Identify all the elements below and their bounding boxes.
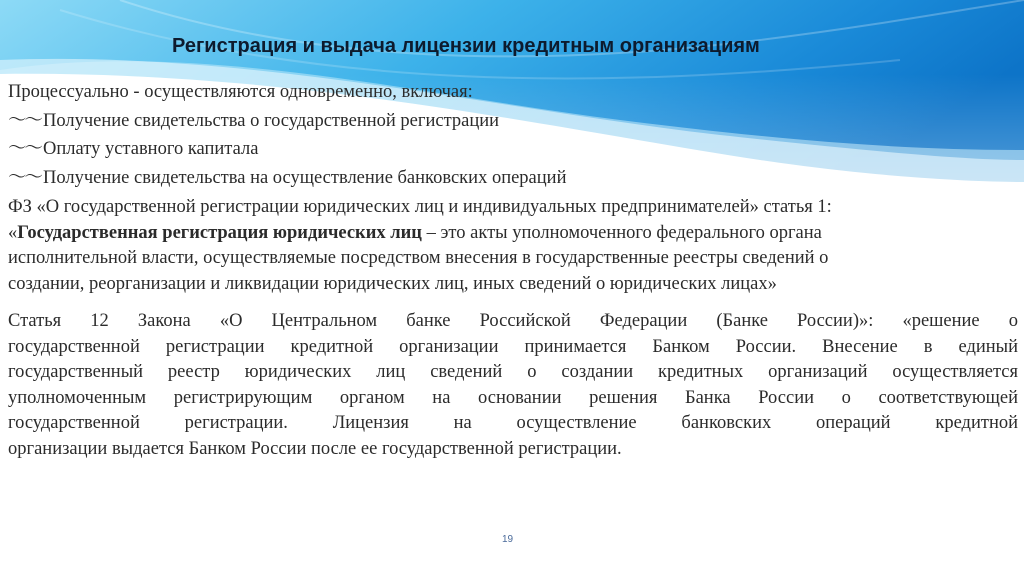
law-line: ФЗ «О государственной регистрации юридических лиц и индивидуальных предпринимателей» статья 1: [8,197,832,218]
list-item: 〜〜 Оплату уставного капитала [8,139,259,160]
law-excerpt-registration [8,195,1018,297]
law-line: исполнительной власти, осуществляемые посредством внесения в государственные реестры сведений о [8,248,829,269]
title-bar [150,18,1000,74]
bold-term: Государственная регистрация юридических лиц [17,222,422,243]
tilde-bullet-icon: 〜〜 [8,139,42,160]
page-number: 19 [502,534,514,545]
law-line: создании, реорганизации и ликвидации юридических лиц, иных сведений о юридических лицах» [8,273,777,294]
law-excerpt-central-bank [8,309,1018,462]
list-item: 〜〜 Получение свидетельства о государственной регистрации [8,110,500,131]
tilde-bullet-icon: 〜〜 [8,110,42,131]
law-line: Статья 12 Закона «О Центральном банке Российской Федерации (Банке России)»: «решение о [8,311,1018,332]
law-line: уполномоченным регистрирующим органом на основании решения Банка России о соответствующей [8,387,1018,408]
slide-content [8,80,1018,462]
intro-text: Процессуально - осуществляются одновременно, включая: [8,82,473,102]
slide-title: Регистрация и выдача лицензии кредитным организациям [172,34,760,57]
law-line: государственной регистрации. Лицензия на осуществление банковских операций кредитной [8,413,1018,434]
law-line: «Государственная регистрация юридических лиц – это акты уполномоченного федерального органа [8,222,822,243]
law-line: государственной регистрации кредитной организации принимается Банком России. Внесение в единый [8,336,1018,357]
list-item: 〜〜 Получение свидетельства на осуществление банковских операций [8,167,567,188]
tilde-bullet-icon: 〜〜 [8,167,42,188]
law-line: организации выдается Банком России после ее государственной регистрации. [8,438,622,459]
law-line: государственный реестр юридических лиц сведений о создании кредитных организаций осуществляется [8,362,1018,383]
